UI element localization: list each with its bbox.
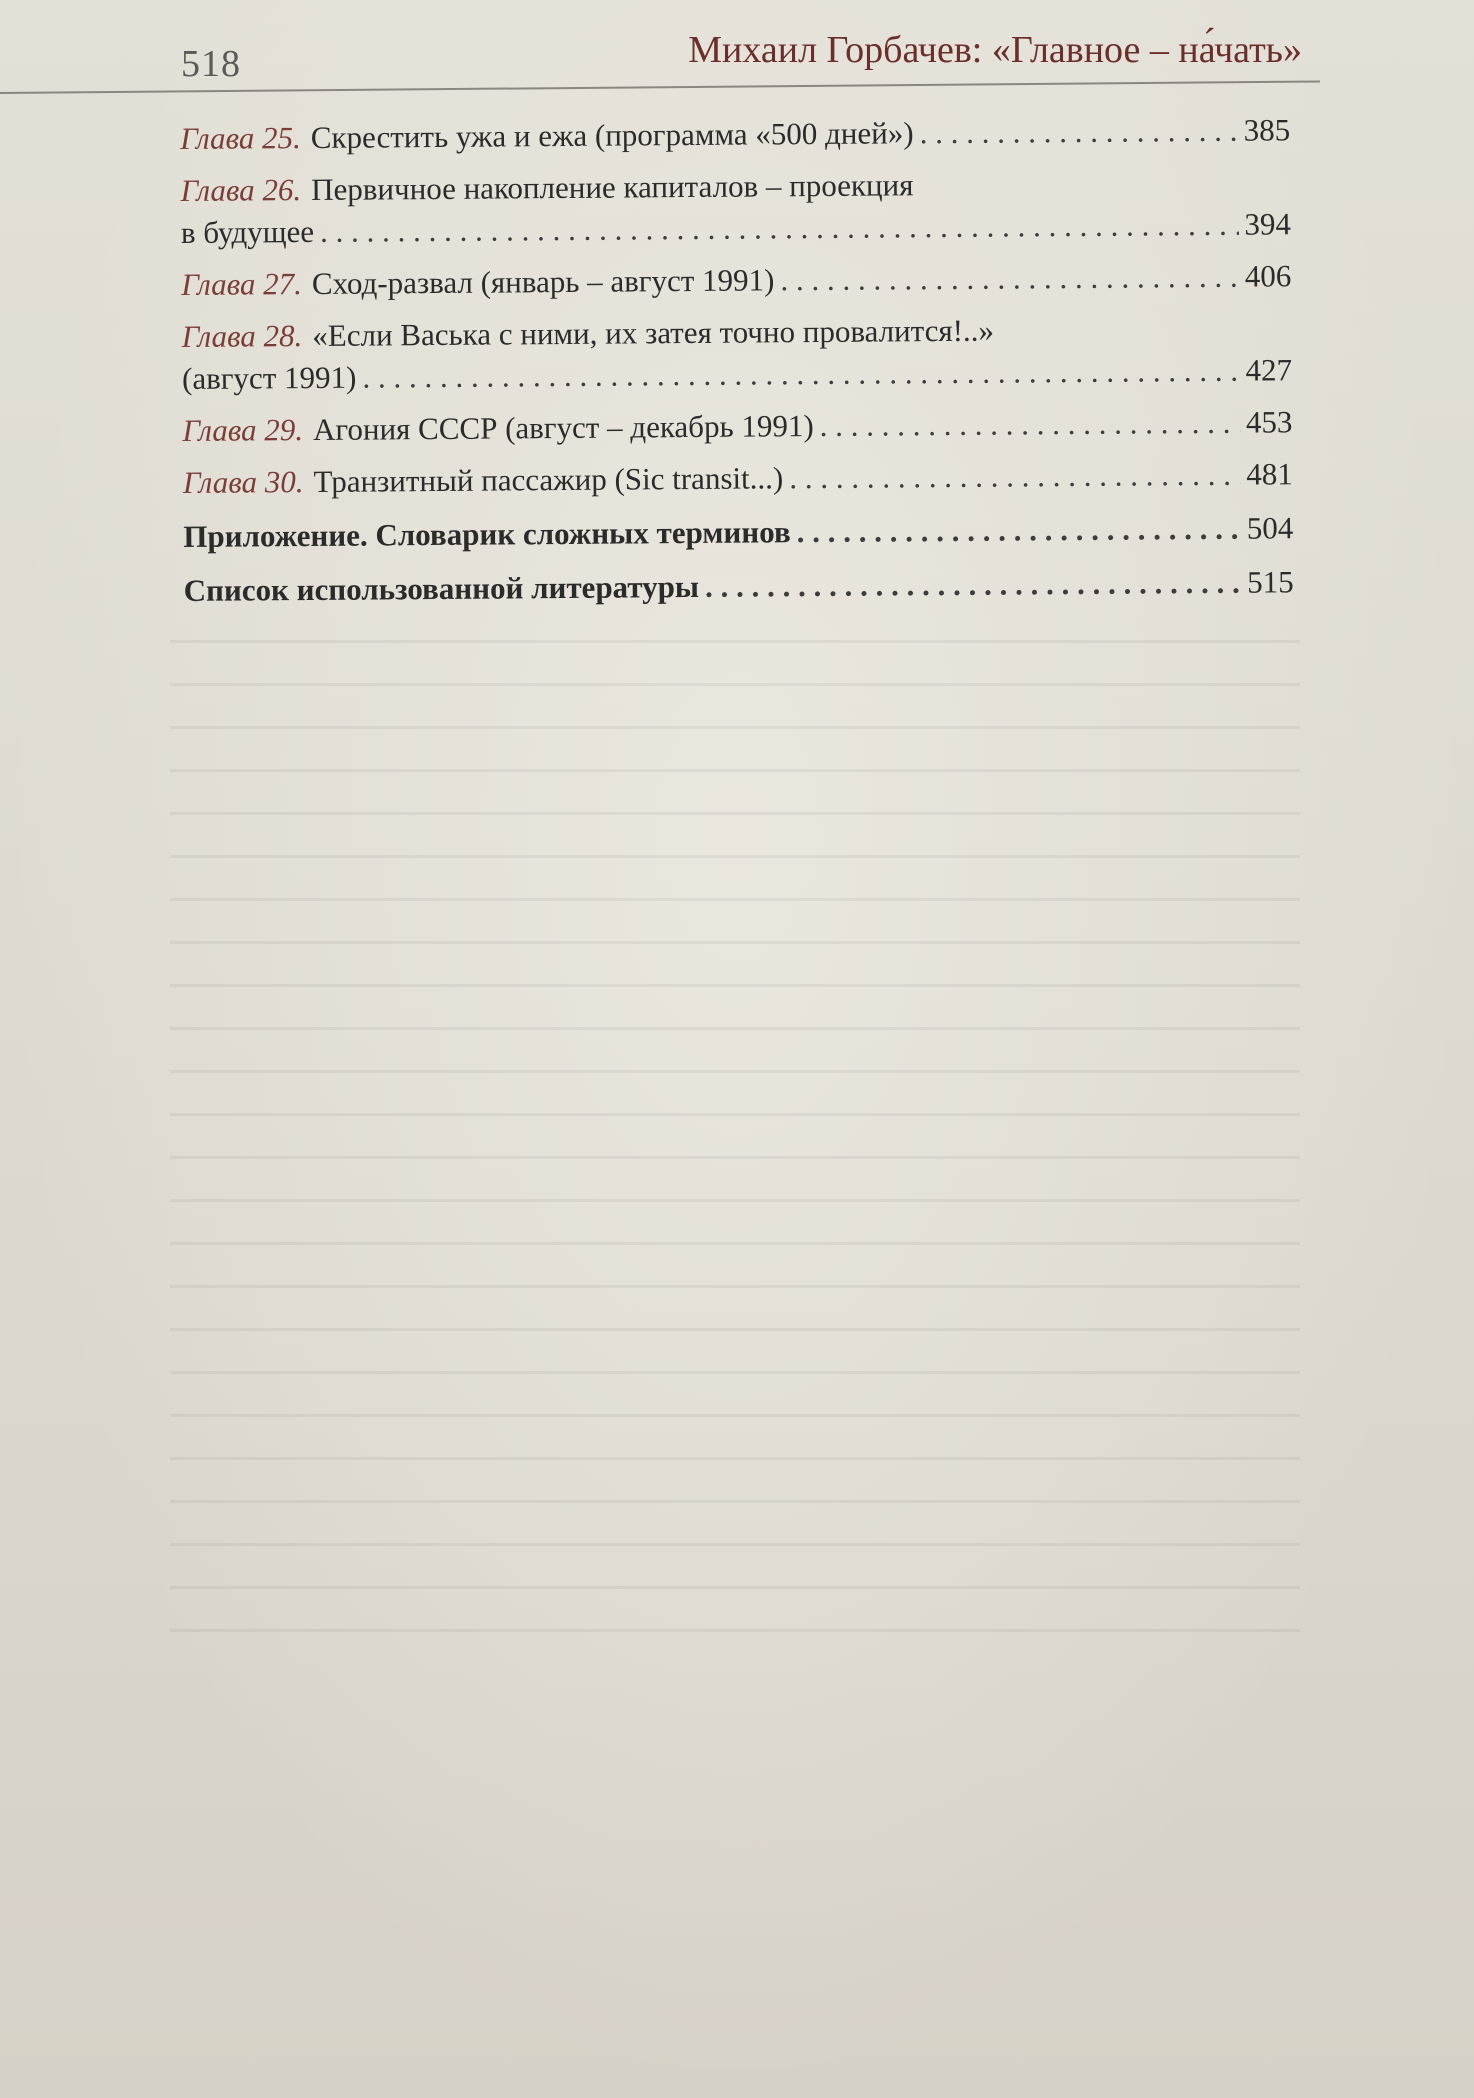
chapter-title: Сход-развал (январь – август 1991): [311, 262, 775, 301]
toc-entry-chapter-29[interactable]: [182, 401, 1292, 452]
toc-entry-appendix[interactable]: [183, 507, 1293, 558]
chapter-title-continued: в будущее: [180, 213, 315, 250]
toc-entry-chapter-28[interactable]: [182, 307, 1293, 400]
page-ref: 385: [1243, 112, 1291, 148]
running-title: Михаил Горбачев: «Главное – на́чать»: [688, 29, 1302, 71]
chapter-label: Глава 30.: [182, 464, 304, 500]
dot-leader: [820, 402, 1241, 447]
page-number: 518: [181, 43, 241, 85]
running-head: [0, 0, 1474, 100]
page-ref: 515: [1247, 564, 1294, 600]
dot-leader: [919, 110, 1237, 154]
page-ref: 481: [1246, 456, 1293, 492]
chapter-label: Глава 27.: [181, 266, 303, 302]
chapter-label: Глава 26.: [180, 172, 302, 208]
table-of-contents: [180, 109, 1294, 612]
show-through-texture: [170, 640, 1300, 1940]
page-ref: 453: [1245, 404, 1293, 440]
page-ref: 427: [1245, 352, 1293, 388]
page-ref: 406: [1244, 258, 1292, 294]
toc-entry-chapter-25[interactable]: [180, 109, 1290, 160]
appendix-title: Приложение. Словарик сложных терминов: [183, 514, 791, 554]
toc-entry-bibliography[interactable]: [184, 561, 1294, 612]
chapter-title: Транзитный пассажир (Sic transit...): [313, 460, 784, 499]
chapter-label: Глава 25.: [180, 120, 301, 156]
page-ref: 504: [1246, 510, 1294, 546]
toc-entry-chapter-27[interactable]: [181, 255, 1291, 306]
dot-leader: [780, 256, 1239, 302]
dot-leader: [796, 508, 1240, 553]
chapter-title: Скрестить ужа и ежа (программа «500 дней»): [310, 115, 914, 155]
chapter-title-continued: (август 1991): [181, 359, 357, 396]
dot-leader: [362, 350, 1239, 399]
toc-entry-chapter-26[interactable]: [180, 161, 1291, 254]
page-ref: 394: [1244, 206, 1292, 242]
toc-entry-chapter-30[interactable]: [183, 453, 1293, 504]
chapter-title: Агония СССР (август – декабрь 1991): [312, 408, 814, 447]
dot-leader: [705, 562, 1241, 608]
chapter-label: Глава 28.: [181, 318, 303, 354]
chapter-title: Первичное накопление капиталов – проекция: [311, 167, 914, 207]
chapter-label: Глава 29.: [182, 412, 304, 448]
bibliography-title: Список использованной литературы: [183, 568, 700, 608]
chapter-title: «Если Васька с ними, их затея точно провалится!..»: [312, 312, 995, 353]
dot-leader: [789, 454, 1240, 500]
dot-leader: [320, 204, 1239, 253]
